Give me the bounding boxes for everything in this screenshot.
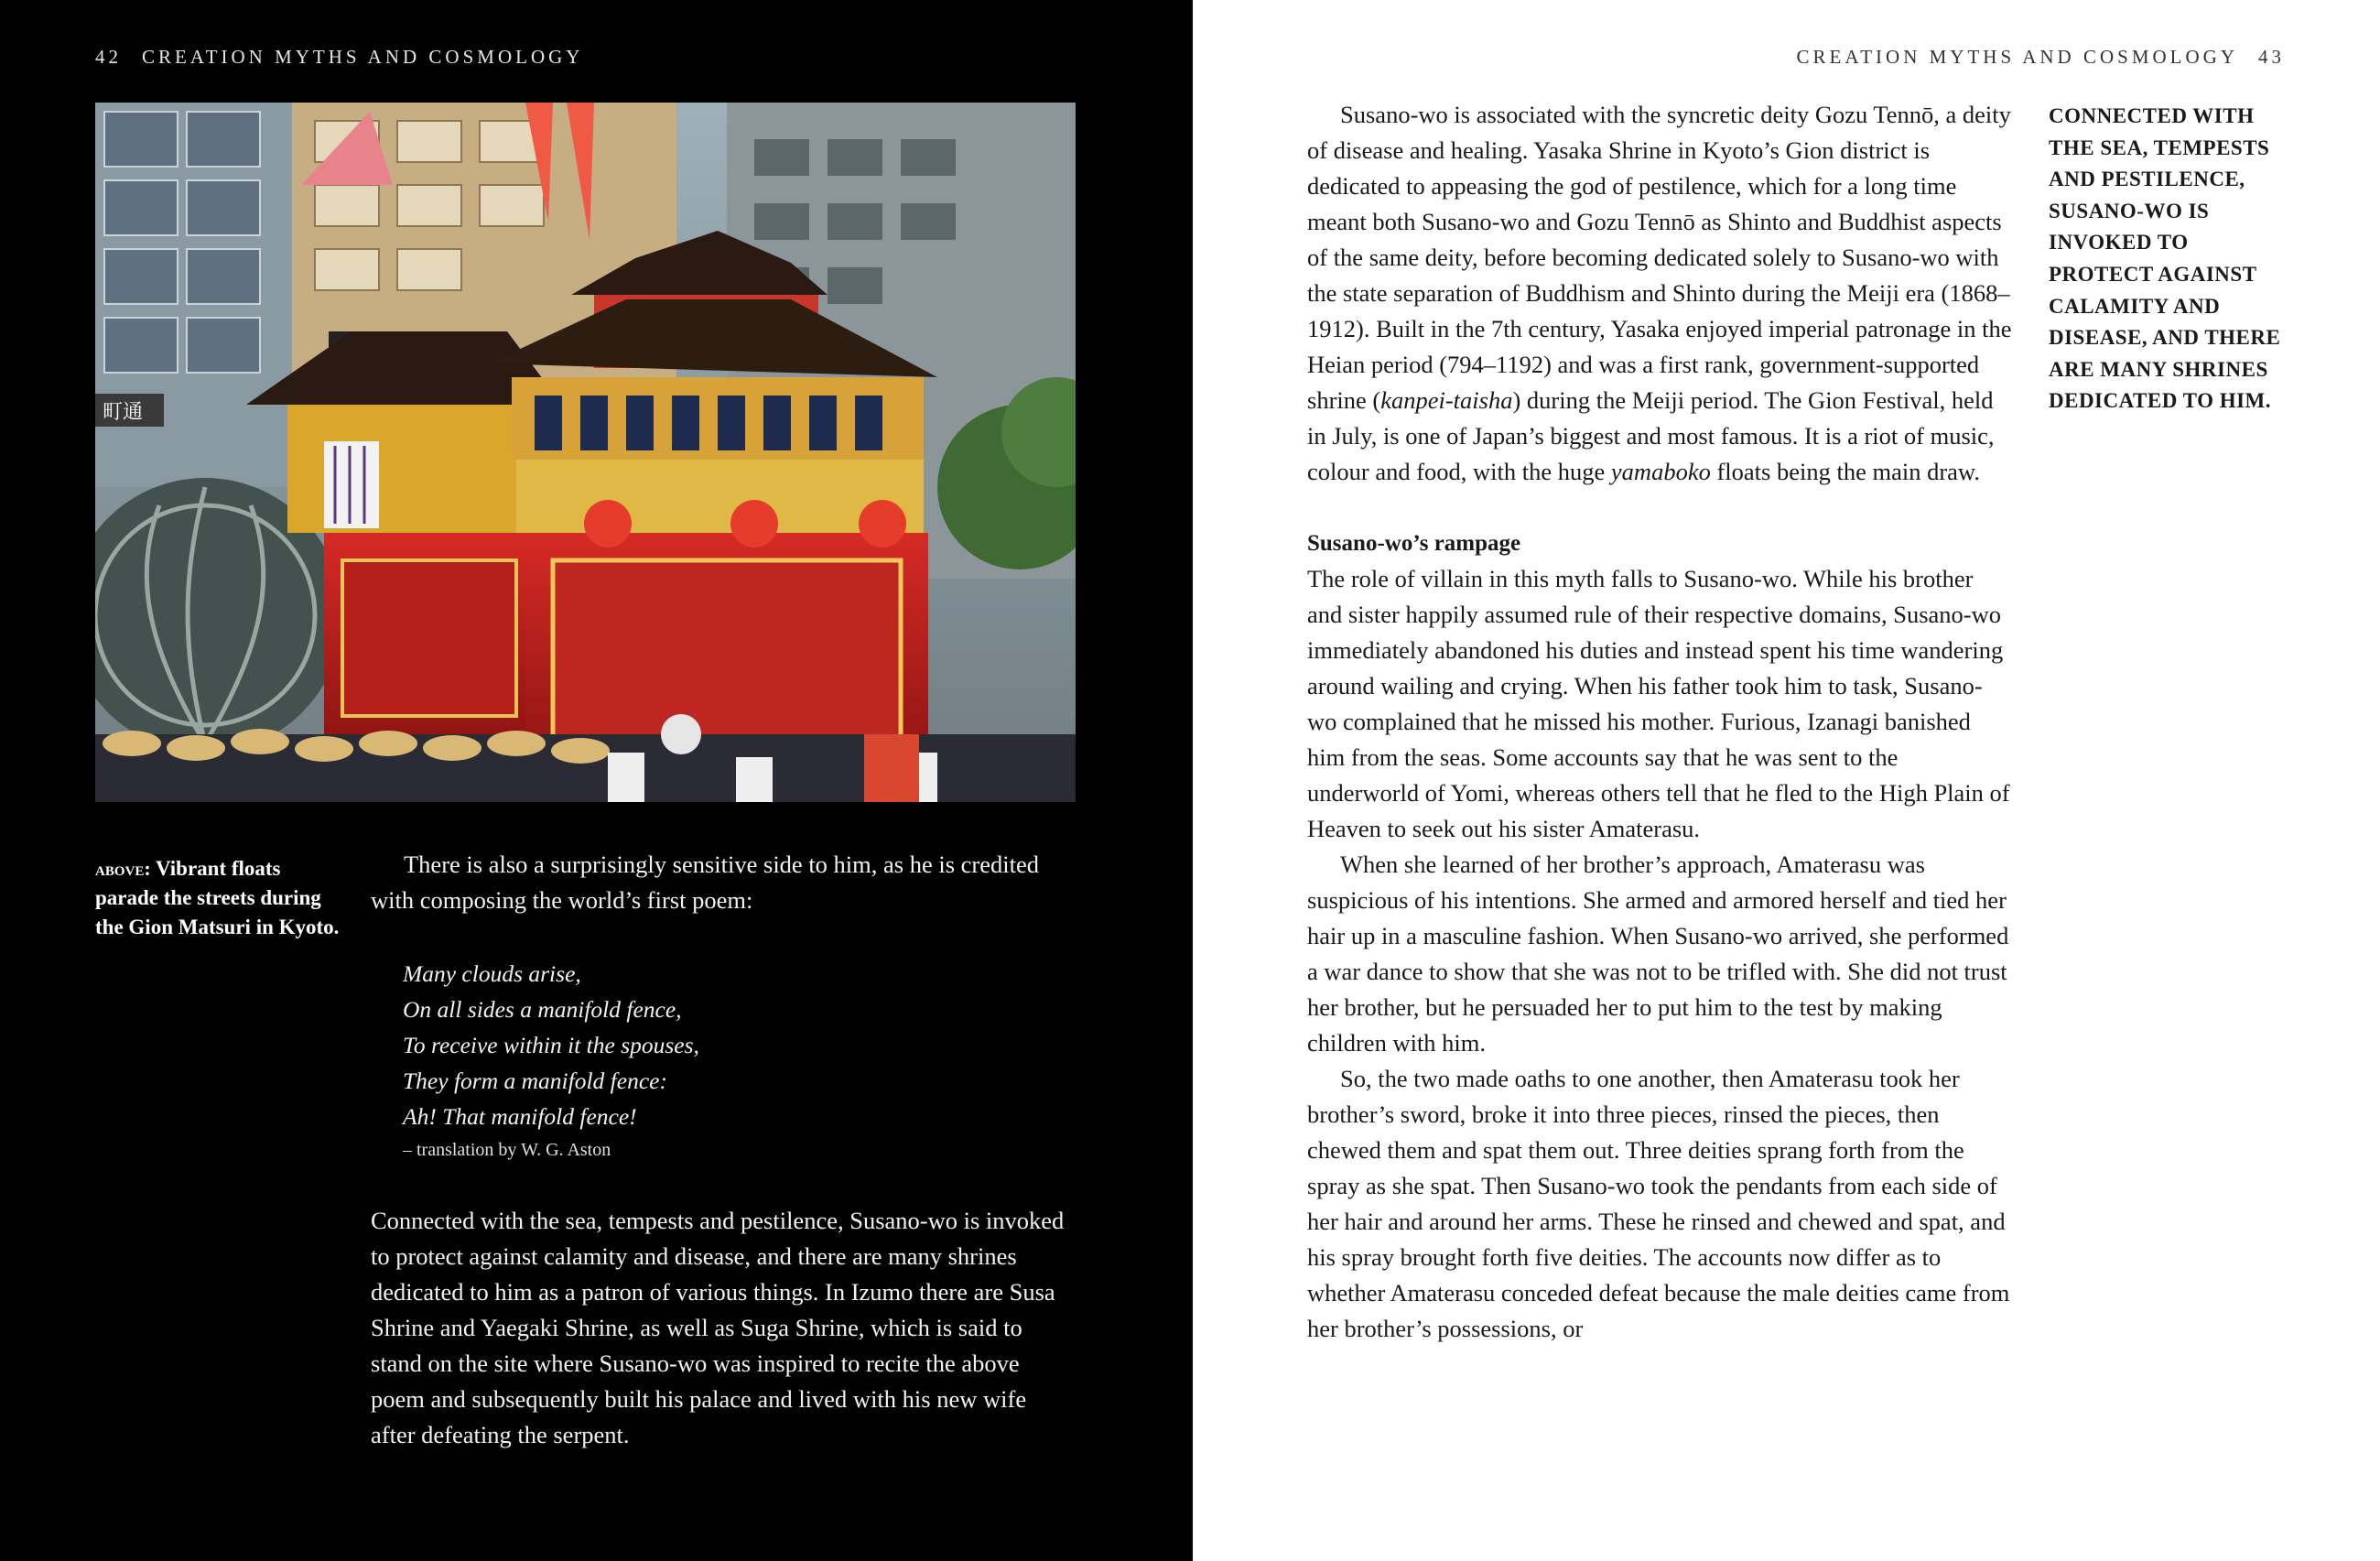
poem-line: They form a manifold fence:: [403, 1068, 667, 1094]
paragraph-villain: The role of villain in this myth falls to Susano-wo. While his brother and sister happily assumed rule of their respective domains, Susano-wo immediately abandoned his duties and instead spent his time wandering around wailing and crying. When his father took him to task, Susano-wo complained that he missed his mother. Furious, Izanagi banished him from the seas. Some accounts say that he was sent to the underworld of Yomi, whereas others tell that he fled to the High Plain of Heaven to seek out his sister Amaterasu.: [1307, 565, 2010, 842]
running-head-title-right: CREATION MYTHS AND COSMOLOGY: [1796, 46, 2238, 68]
running-head-title-left: CREATION MYTHS AND COSMOLOGY: [142, 46, 584, 68]
poem-line: On all sides a manifold fence,: [403, 996, 682, 1023]
page-number-right: 43: [2258, 46, 2285, 68]
street-sign-text: 町通: [103, 401, 144, 424]
caption-lead: above:: [95, 857, 151, 880]
intro-text: There is also a surprisingly sensitive side to him, as he is credited with composing the world’s first poem:: [371, 851, 1040, 914]
para1-italic-yamaboko: yamaboko: [1610, 458, 1711, 485]
running-head-right: [1797, 46, 2285, 69]
page-number-left: 42: [95, 46, 122, 68]
section-subhead: Susano-wo’s rampage: [1307, 531, 1521, 556]
para1-text-b: ) during the Meiji period. The Gion Festival, held in July, is one of Japan’s biggest and most famous. It is a riot of music, colour and food, with the huge: [1307, 386, 1995, 485]
poem-line: Ah! That manifold fence!: [403, 1103, 637, 1130]
paragraph-amaterasu: When she learned of her brother’s approach, Amaterasu was suspicious of his intentions. She armed and armored herself and tied her hair up in a masculine fashion. When Susano-wo arrived, she performed a war dance to show that she was not to be trifled with. She did not trust her brother, but he persuaded her to put him to the test by making children with him.: [1307, 851, 2009, 1057]
photo-caption: [95, 854, 347, 942]
intro-paragraph: [371, 847, 1066, 918]
para1-text-c: floats being the main draw.: [1710, 458, 1980, 485]
caption-text: Vibrant floats parade the streets during the Gion Matsuri in Kyoto.: [95, 857, 340, 938]
poem: [403, 956, 879, 1165]
poem-attribution: – translation by W. G. Aston: [403, 1140, 611, 1160]
pull-quote: CONNECTED WITH THE SEA, TEMPESTS AND PESTILENCE, SUSANO-WO IS INVOKED TO PROTECT AGAINST CALAMITY AND DISEASE, AND THERE ARE MANY SHRINES DEDICATED TO HIM.: [2049, 104, 2281, 413]
body-text-left: Connected with the sea, tempests and pestilence, Susano-wo is invoked to protect against calamity and disease, and there are many shrines dedicated to him as a patron of various things. In Izumo there are Susa Shrine and Yaegaki Shrine, as well as Suga Shrine, which is said to stand on the site where Susano-wo was inspired to recite the above poem and subsequently built his palace and lived with his new wife after defeating the serpent.: [371, 1207, 1065, 1448]
paragraph-oaths: So, the two made oaths to one another, then Amaterasu took her brother’s sword, broke it into three pieces, rinsed the pieces, then chewed them and spat them out. Three deities sprang forth from the spray as she spat. Then Susano-wo took the pendants from each side of her hair and around her arms. These he rinsed and chewed and spat, and his spray brought forth five deities. The accounts now differ as to whether Amaterasu conceded defeat because the male deities came from her brother’s possessions, or: [1307, 1065, 2010, 1342]
paragraph-gozu-tenno: [1307, 97, 2012, 490]
gion-festival-photo: [95, 103, 1076, 802]
poem-line: Many clouds arise,: [403, 960, 581, 987]
para1-italic-kanpei: kanpei-taisha: [1380, 386, 1513, 414]
para1-text-a: Susano-wo is associated with the syncretic deity Gozu Tennō, a deity of disease and healing. Yasaka Shrine in Kyoto’s Gion district is dedicated to appeasing the god of pestilence, which for a long time meant both Susano-wo and Gozu Tennō as Shinto and Buddhist aspects of the same deity, before becoming dedicated solely to Susano-wo with the state separation of Buddhism and Shinto during the Meiji era (1868–1912). Built in the 7th century, Yasaka enjoyed imperial patronage in the Heian period (794–1192) and was a first rank, government-supported shrine (: [1307, 101, 2012, 414]
right-column: [1307, 97, 2012, 1347]
running-head-left: [95, 46, 583, 69]
poem-line: To receive within it the spouses,: [403, 1032, 699, 1058]
body-paragraph-left: [371, 1203, 1066, 1453]
